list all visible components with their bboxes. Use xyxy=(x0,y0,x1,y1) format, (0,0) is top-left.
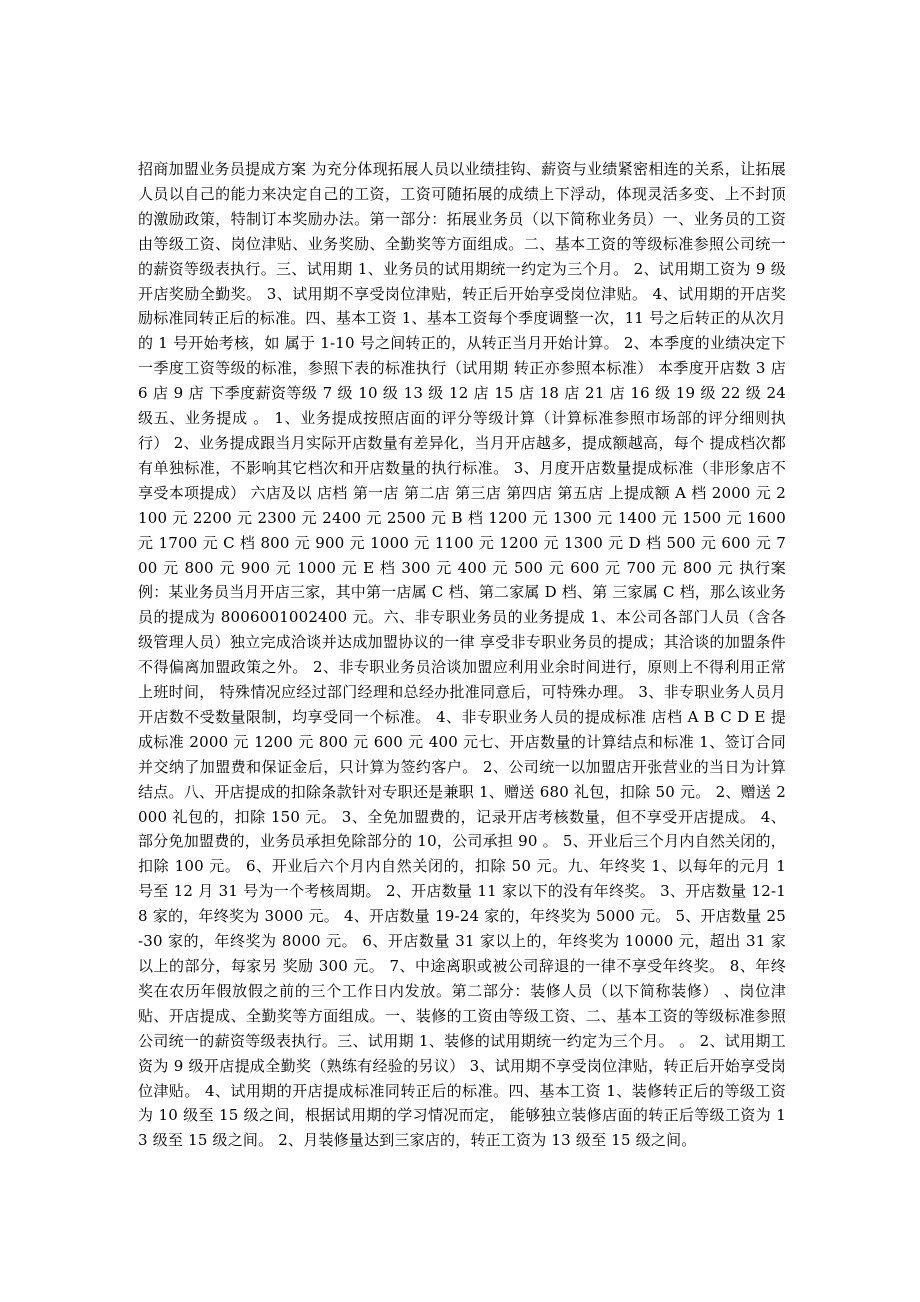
document-body-text: 招商加盟业务员提成方案 为充分体现拓展人员以业绩挂钩、薪资与业绩紧密相连的关系，让拓展人员以自己的能力来决定自己的工资，工资可随拓展的成绩上下浮动，体现灵活多变、上不封顶的激励政策，特制订本奖励办法。第一部分：拓展业务员（以下简称业务员）一、业务员的工资由等级工资、岗位津贴、业务奖励、全勤奖等方面组成。二、基本工资的等级标准参照公司统一的薪资等级表执行。三、试用期 1、业务员的试用期统一约定为三个月。 2、试用期工资为 9 级开店奖励全勤奖。 3、试用期不享受岗位津贴，转正后开始享受岗位津贴。 4、试用期的开店奖励标准同转正后的标准。四、基本工资 1、基本工资每个季度调整一次，11 号之后转正的从次月的 1 号开始考核，如 属于 1-10 号之间转正的，从转正当月开始计算。 2、本季度的业绩决定下一季度工资等级的标准，参照下表的标准执行（试用期 转正亦参照本标准） 本季度开店数 3 店 6 店 9 店 下季度薪资等级 7 级 10 级 13 级 12 店 15 店 18 店 21 店 16 级 19 级 22 级 24 级五、业务提成 。 1、业务提成按照店面的评分等级计算（计算标准参照市场部的评分细则执行） 2、业务提成跟当月实际开店数量有差异化，当月开店越多，提成额越高，每个 提成档次都有单独标准，不影响其它档次和开店数量的执行标准。 3、月度开店数量提成标准（非形象店不享受本项提成） 六店及以 店档 第一店 第二店 第三店 第四店 第五店 上提成额 A 档 2000 元 2100 元 2200 元 2300 元 2400 元 2500 元 B 档 1200 元 1300 元 1400 元 1500 元 1600 元 1700 元 C 档 800 元 900 元 1000 元 1100 元 1200 元 1300 元 D 档 500 元 600 元 700 元 800 元 900 元 1000 元 E 档 300 元 400 元 500 元 600 元 700 元 800 元 执行案例：某业务员当月开店三家，其中第一店属 C 档、第二家属 D 档、第 三家属 C 档，那么该业务员的提成为 8006001002400 元。六、非专职业务员的业务提成 1、本公司各部门人员（含各级管理人员）独立完成洽谈并达成加盟协议的一律 享受非专职业务员的提成；其洽谈的加盟条件不得偏离加盟政策之外。 2、非专职业务员洽谈加盟应利用业余时间进行，原则上不得利用正常上班时间， 特殊情况应经过部门经理和总经办批准同意后，可特殊办理。 3、非专职业务人员月开店数不受数量限制，均享受同一个标准。 4、非专职业务人员的提成标准 店档 A B C D E 提成标准 2000 元 1200 元 800 元 600 元 400 元七、开店数量的计算结点和标准 1、签订合同并交纳了加盟费和保证金后，只计算为签约客户。 2、公司统一以加盟店开张营业的当日为计算结点。八、开店提成的扣除条款针对专职还是兼职 1、赠送 680 礼包，扣除 50 元。 2、赠送 2000 礼包的，扣除 150 元。 3、全免加盟费的，记录开店考核数量，但不享受开店提成。 4、部分免加盟费的，业务员承担免除部分的 10，公司承担 90 。 5、开业后三个月内自然关闭的，扣除 100 元。 6、开业后六个月内自然关闭的，扣除 50 元。九、年终奖 1、以每年的元月 1 号至 12 月 31 号为一个考核周期。 2、开店数量 11 家以下的没有年终奖。 3、开店数量 12-18 家的，年终奖为 3000 元。 4、开店数量 19-24 家的，年终奖为 5000 元。 5、开店数量 25-30 家的，年终奖为 8000 元。 6、开店数量 31 家以上的，年终奖为 10000 元，超出 31 家以上的部分，每家另 奖励 300 元。 7、中途离职或被公司辞退的一律不享受年终奖。 8、年终奖在农历年假放假之前的三个工作日内发放。第二部分：装修人员（以下简称装修） 、岗位津贴、开店提成、全勤奖等方面组成。一、装修的工资由等级工资、二、基本工资的等级标准参照公司统一的薪资等级表执行。三、试用期 1、装修的试用期统一约定为三个月。 。 2、试用期工资为 9 级开店提成全勤奖（熟练有经验的另议） 3、试用期不享受岗位津贴，转正后开始享受岗位津贴。 4、试用期的开店提成标准同转正后的标准。四、基本工资 1、装修转正后的等级工资为 10 级至 15 级之间，根据试用期的学习情况而定， 能够独立装修店面的转正后等级工资为 13 级至 15 级之间。 2、月装修量达到三家店的，转正工资为 13 级至 15 级之间。 xyxy=(138,160,786,1150)
